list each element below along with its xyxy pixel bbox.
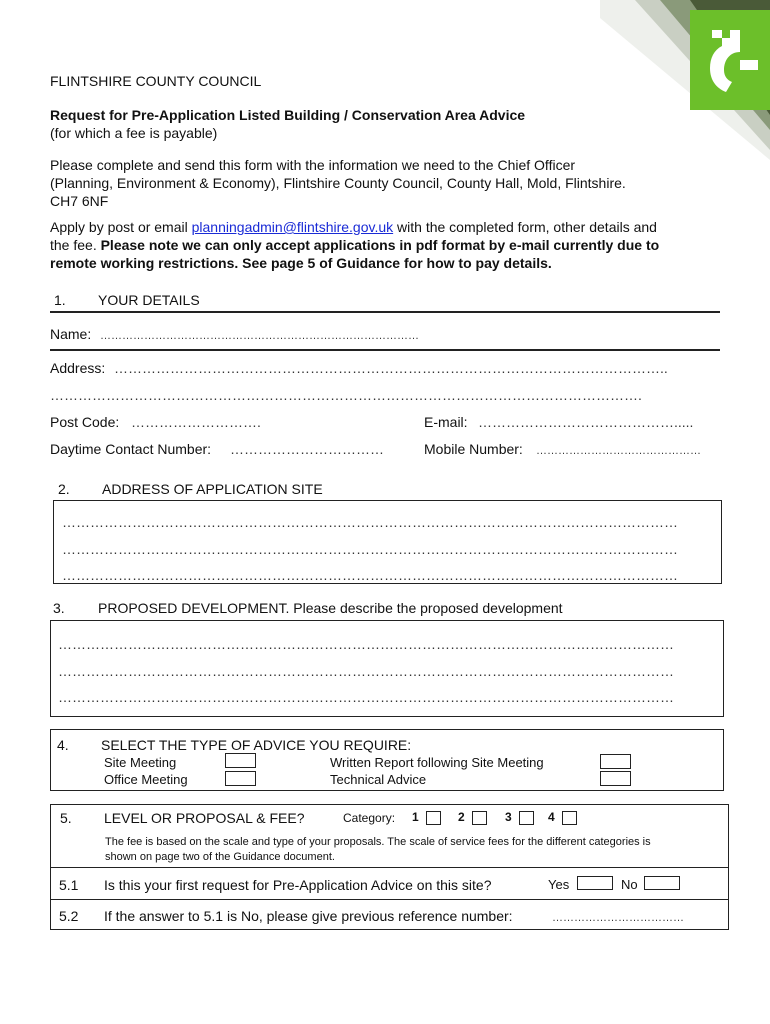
apply-line-3: remote working restrictions. See page 5 of Guidance for how to pay details. xyxy=(50,255,552,271)
section5-number: 5. xyxy=(60,810,72,826)
row-51-divider xyxy=(50,867,729,868)
development-line-2[interactable]: …………………………………………………………………………………………………………………… xyxy=(58,663,674,679)
category-4-label: 4 xyxy=(548,810,555,824)
apply-pre-text: Apply by post or email xyxy=(50,219,192,235)
apply-line-2-plain: the fee. xyxy=(50,237,101,253)
category-1-checkbox[interactable] xyxy=(426,811,441,825)
category-3-checkbox[interactable] xyxy=(519,811,534,825)
mobile-label: Mobile Number: xyxy=(424,441,523,457)
apply-line-2 xyxy=(50,236,659,254)
address-field-2[interactable]: ………………………………………………………………………………………………………………. xyxy=(50,387,642,403)
technical-advice-checkbox[interactable] xyxy=(600,771,631,786)
name-label: Name: xyxy=(50,326,92,342)
mobile-field[interactable]: ……………………………………… xyxy=(536,445,701,457)
council-name: FLINTSHIRE COUNTY COUNCIL xyxy=(50,73,262,89)
q52-number: 5.2 xyxy=(59,908,79,924)
development-line-3[interactable]: …………………………………………………………………………………………………………………… xyxy=(58,689,674,705)
section1-title: YOUR DETAILS xyxy=(98,292,200,308)
office-meeting-label: Office Meeting xyxy=(104,772,188,787)
name-divider xyxy=(50,349,720,351)
written-report-label: Written Report following Site Meeting xyxy=(330,755,544,770)
intro-line-1: Please complete and send this form with the information we need to the Chief Officer xyxy=(50,157,576,173)
daytime-label: Daytime Contact Number: xyxy=(50,441,212,457)
address-field-1[interactable]: ……………………………………………………………………………………………………….. xyxy=(114,360,668,376)
office-meeting-checkbox[interactable] xyxy=(225,771,256,786)
section4-title: SELECT THE TYPE OF ADVICE YOU REQUIRE: xyxy=(101,737,412,753)
fee-text-line-1: The fee is based on the scale and type of your proposals. The scale of service fees for the different categories is xyxy=(105,836,651,848)
site-meeting-label: Site Meeting xyxy=(104,755,177,770)
intro-line-2: (Planning, Environment & Economy), Flintshire County Council, County Hall, Mold, Flintshire. xyxy=(50,175,626,191)
category-4-checkbox[interactable] xyxy=(562,811,577,825)
email-label: E-mail: xyxy=(424,414,468,430)
no-label: No xyxy=(621,877,638,892)
address-label: Address: xyxy=(50,360,106,376)
intro-line-3: CH7 6NF xyxy=(50,193,109,209)
apply-post-text: with the completed form, other details and xyxy=(393,219,657,235)
site-meeting-checkbox[interactable] xyxy=(225,753,256,768)
email-field[interactable]: ……………………………………..... xyxy=(478,414,694,430)
yes-label: Yes xyxy=(548,877,570,892)
no-checkbox[interactable] xyxy=(644,876,680,890)
previous-reference-field[interactable]: ……………………………… xyxy=(552,912,684,924)
row-52-divider xyxy=(50,899,729,900)
email-link[interactable]: planningadmin@flintshire.gov.uk xyxy=(191,219,394,235)
daytime-field[interactable]: …………………………… xyxy=(230,441,384,457)
yes-checkbox[interactable] xyxy=(577,876,613,890)
section3-number: 3. xyxy=(53,600,65,616)
category-2-label: 2 xyxy=(458,810,465,824)
section1-divider xyxy=(50,311,720,313)
written-report-checkbox[interactable] xyxy=(600,754,631,769)
section1-number: 1. xyxy=(54,292,66,308)
section3-title: PROPOSED DEVELOPMENT. Please describe the proposed development xyxy=(98,600,563,616)
postcode-label: Post Code: xyxy=(50,414,120,430)
category-1-label: 1 xyxy=(412,810,419,824)
development-line-1[interactable]: …………………………………………………………………………………………………………………… xyxy=(58,636,674,652)
section4-number: 4. xyxy=(57,737,69,753)
section2-title: ADDRESS OF APPLICATION SITE xyxy=(102,481,323,497)
category-label: Category: xyxy=(343,811,396,825)
apply-line-2-bold: Please note we can only accept applications in pdf format by e-mail currently due to xyxy=(100,237,660,253)
flintshire-logo xyxy=(540,0,770,160)
category-2-checkbox[interactable] xyxy=(472,811,487,825)
site-address-line-1[interactable]: …………………………………………………………………………………………………………………… xyxy=(62,514,678,530)
fee-text-line-2: shown on page two of the Guidance document. xyxy=(105,851,335,863)
section5-title: LEVEL OR PROPOSAL & FEE? xyxy=(104,810,305,826)
category-3-label: 3 xyxy=(505,810,512,824)
section2-number: 2. xyxy=(58,481,70,497)
apply-line-1 xyxy=(50,218,657,236)
site-address-line-2[interactable]: …………………………………………………………………………………………………………………… xyxy=(62,541,678,557)
technical-advice-label: Technical Advice xyxy=(330,772,427,787)
q51-text: Is this your first request for Pre-Application Advice on this site? xyxy=(104,877,492,893)
name-field[interactable]: …………………………………………………………………………… xyxy=(100,330,419,342)
site-address-line-3[interactable]: …………………………………………………………………………………………………………………… xyxy=(62,567,678,583)
fee-note: (for which a fee is payable) xyxy=(50,125,218,141)
q51-number: 5.1 xyxy=(59,877,79,893)
form-title: Request for Pre-Application Listed Building / Conservation Area Advice xyxy=(50,107,526,123)
q52-text: If the answer to 5.1 is No, please give previous reference number: xyxy=(104,908,513,924)
postcode-field[interactable]: ………………………. xyxy=(131,414,261,430)
